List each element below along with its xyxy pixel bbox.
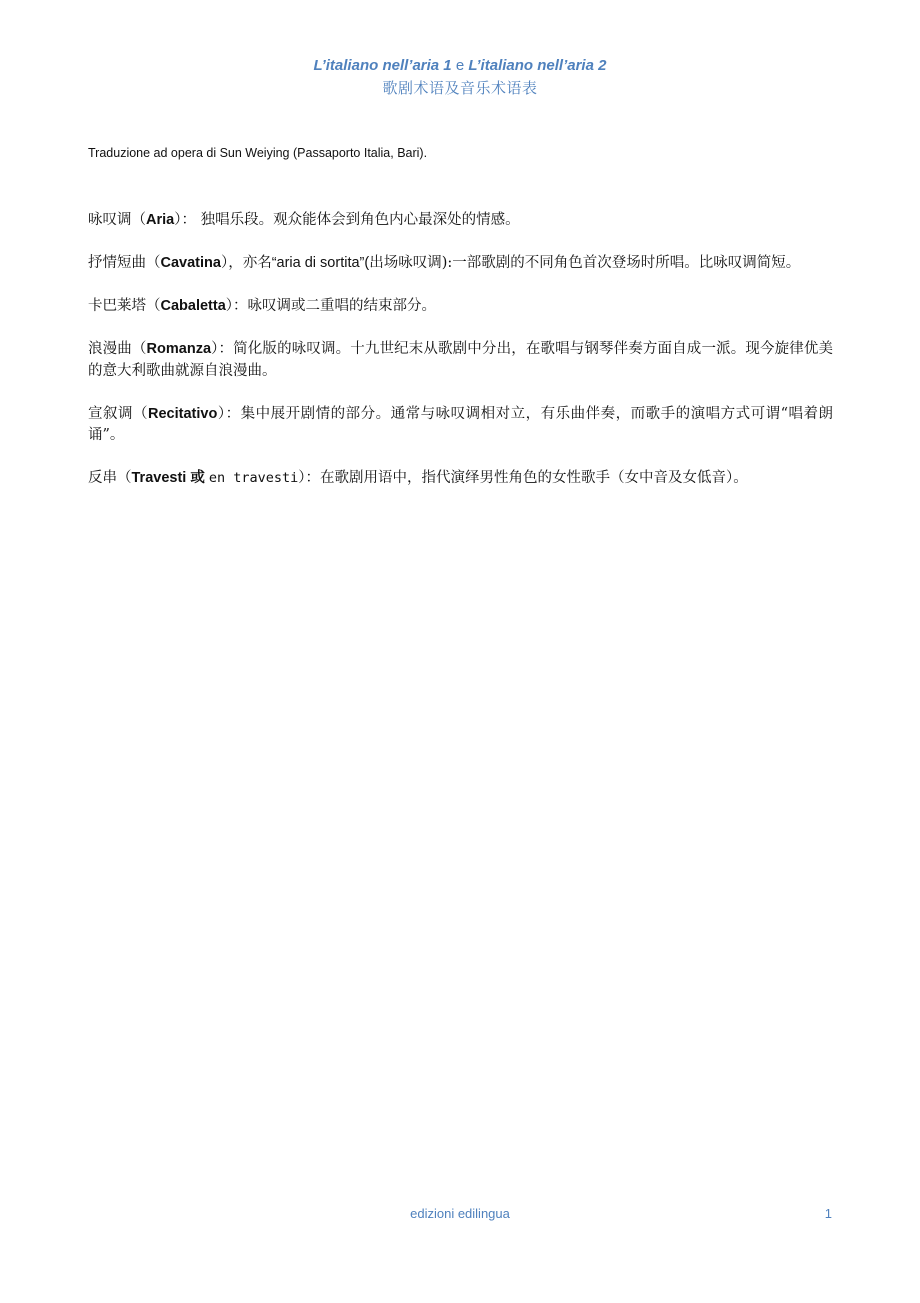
page-footer: [0, 1206, 920, 1228]
entry-definition: 出场咏叹调):一部歌剧的不同角色首次登场时所唱。比咏叹调简短。: [369, 255, 801, 271]
title-conjunction: e: [451, 57, 469, 74]
entry-italian-term: Cabaletta: [160, 298, 226, 314]
entry-alias-term: “aria di sortita”(: [271, 255, 370, 271]
entry-definition: ）：集中展开剧情的部分。通常与咏叹调相对立，有乐曲伴奏，而歌手的演唱方式可谓“唱着朗诵”。: [88, 405, 834, 443]
entry-chinese-term: 宣叙调（: [88, 405, 149, 422]
entry-chinese-term: 浪漫曲（: [88, 341, 147, 357]
entry-alias-term: en travesti: [208, 470, 299, 486]
page-number: 1: [824, 1206, 832, 1221]
title-book-2: L’italiano nell’aria 2: [468, 57, 607, 74]
entry-italian-term: Recitativo: [148, 405, 218, 422]
entry-definition: ）：简化版的咏叹调。十九世纪末从歌剧中分出，在歌唱与钢琴伴奏方面自成一派。现今旋律优美的意大利歌曲就源自浪漫曲。: [88, 341, 834, 379]
entry-or-word: 或: [186, 470, 209, 486]
entry-chinese-term: 卡巴莱塔（: [88, 298, 161, 314]
glossary-list: [88, 210, 833, 511]
glossary-entry-cabaletta: [88, 296, 833, 318]
glossary-entry-travesti: [88, 468, 833, 490]
entry-chinese-term: 抒情短曲（: [88, 255, 161, 271]
glossary-entry-aria: [88, 210, 833, 232]
entry-alias-label: ），亦名: [220, 255, 272, 271]
document-title: [0, 55, 920, 77]
title-book-1: L’italiano nell’aria 1: [313, 57, 452, 74]
entry-italian-term: Travesti: [131, 470, 187, 486]
footer-publisher: edizioni edilingua: [410, 1206, 510, 1221]
entry-definition: ）： 独唱乐段。观众能体会到角色内心最深处的情感。: [174, 212, 520, 228]
glossary-entry-recitativo: [88, 404, 833, 447]
entry-chinese-term: 反串（: [88, 470, 132, 486]
glossary-entry-cavatina: [88, 253, 833, 275]
entry-chinese-term: 咏叹调（: [88, 212, 146, 228]
translation-credit: Traduzione ad opera di Sun Weiying (Passaporto Italia, Bari).: [88, 146, 428, 160]
entry-italian-term: Cavatina: [160, 255, 221, 271]
glossary-entry-romanza: [88, 339, 833, 382]
entry-definition: ）：咏叹调或二重唱的结束部分。: [225, 298, 437, 314]
entry-italian-term: Aria: [146, 212, 175, 228]
document-subtitle: 歌剧术语及音乐术语表: [382, 79, 538, 97]
entry-definition: ）：在歌剧用语中，指代演绎男性角色的女性歌手（女中音及女低音）。: [298, 470, 748, 486]
document-header: [0, 55, 920, 99]
entry-italian-term: Romanza: [146, 341, 212, 357]
